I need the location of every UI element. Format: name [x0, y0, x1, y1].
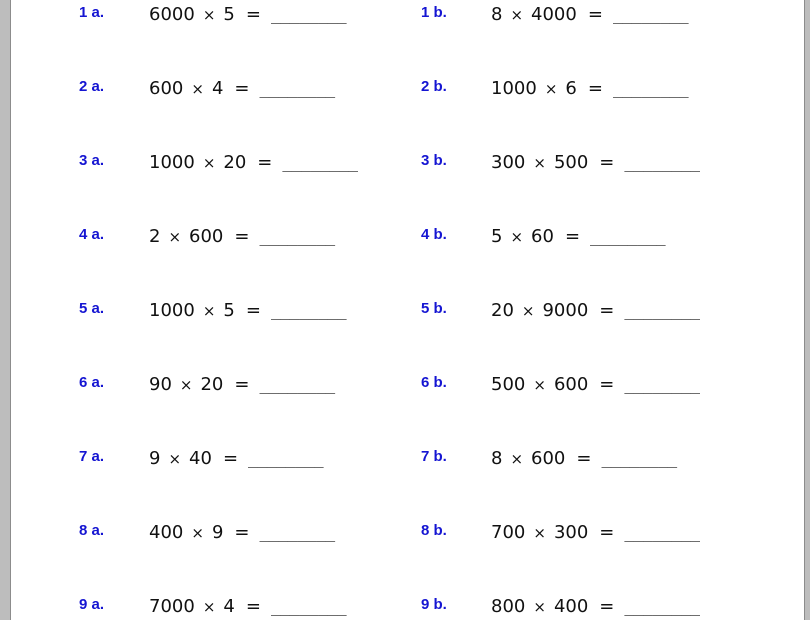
problem-expression — [491, 77, 688, 101]
factor-b: 600 — [553, 374, 589, 395]
factor-a: 600 — [149, 78, 184, 99]
problem-expression — [149, 225, 335, 249]
factor-b: 9 — [211, 522, 224, 543]
answer-blank[interactable]: ________ — [259, 375, 335, 394]
problem-expression — [149, 447, 324, 471]
answer-blank[interactable]: ________ — [624, 153, 700, 172]
problem-expression — [491, 3, 688, 27]
problem-label: 7 a. — [79, 448, 105, 465]
factor-a: 1000 — [149, 152, 195, 173]
times-sign: × — [544, 80, 558, 98]
factor-b: 5 — [223, 300, 235, 321]
problem-label: 2 b. — [421, 78, 447, 95]
answer-blank[interactable]: ________ — [259, 227, 335, 246]
answer-blank[interactable]: ________ — [248, 449, 324, 468]
factor-a: 500 — [491, 374, 526, 395]
factor-b: 4 — [223, 596, 235, 617]
problem-label: 7 b. — [421, 448, 447, 465]
equals-sign: = — [599, 374, 615, 395]
factor-b: 6 — [565, 78, 577, 99]
equals-sign: = — [599, 300, 615, 321]
factor-b: 600 — [189, 226, 224, 247]
times-sign: × — [179, 376, 193, 394]
equals-sign: = — [599, 596, 615, 617]
factor-a: 90 — [149, 374, 172, 395]
equals-sign: = — [234, 226, 250, 247]
equals-sign: = — [245, 596, 261, 617]
factor-b: 500 — [553, 152, 589, 173]
times-sign: × — [202, 302, 216, 320]
times-sign: × — [510, 450, 524, 468]
equals-sign: = — [245, 300, 261, 321]
problem-label: 6 b. — [421, 374, 447, 391]
problem-label: 6 a. — [79, 374, 105, 391]
factor-a: 300 — [491, 152, 526, 173]
factor-a: 2 — [149, 226, 161, 247]
answer-blank[interactable]: ________ — [270, 301, 347, 320]
factor-b: 4000 — [531, 4, 577, 25]
factor-a: 6000 — [149, 4, 195, 25]
times-sign: × — [168, 228, 182, 246]
factor-b: 20 — [200, 374, 224, 395]
problem-label: 1 b. — [421, 4, 447, 21]
factor-b: 9000 — [542, 300, 589, 321]
factor-a: 8 — [491, 448, 503, 469]
answer-blank[interactable]: ________ — [624, 375, 700, 394]
problem-expression — [491, 521, 700, 545]
factor-a: 5 — [491, 226, 503, 247]
factor-a: 700 — [491, 522, 526, 543]
equals-sign: = — [576, 448, 592, 469]
factor-b: 40 — [189, 448, 212, 469]
problem-label: 3 b. — [421, 152, 447, 169]
times-sign: × — [191, 524, 204, 542]
answer-blank[interactable]: ________ — [259, 523, 335, 542]
factor-b: 60 — [531, 226, 554, 247]
answer-blank[interactable]: ________ — [282, 153, 358, 172]
answer-blank[interactable]: ________ — [270, 5, 347, 24]
problem-label: 9 b. — [421, 596, 447, 613]
factor-b: 4 — [211, 78, 224, 99]
problem-expression — [149, 373, 335, 397]
factor-b: 300 — [553, 522, 589, 543]
problem-label: 1 a. — [79, 4, 105, 21]
problem-expression — [149, 521, 335, 545]
equals-sign: = — [564, 226, 581, 247]
equals-sign: = — [587, 78, 603, 99]
times-sign: × — [521, 302, 535, 320]
times-sign: × — [533, 524, 546, 542]
answer-blank[interactable]: ________ — [590, 227, 666, 246]
times-sign: × — [202, 598, 216, 616]
equals-sign: = — [599, 152, 615, 173]
answer-blank[interactable]: ________ — [612, 79, 689, 98]
equals-sign: = — [587, 4, 603, 25]
equals-sign: = — [234, 78, 250, 99]
times-sign: × — [191, 80, 204, 98]
times-sign: × — [533, 154, 546, 172]
problem-label: 2 a. — [79, 78, 105, 95]
equals-sign: = — [599, 522, 615, 543]
factor-a: 9 — [149, 448, 161, 469]
problem-label: 8 a. — [79, 522, 105, 539]
times-sign: × — [533, 376, 546, 394]
times-sign: × — [168, 450, 182, 468]
problem-label: 3 a. — [79, 152, 105, 169]
problem-expression — [491, 447, 677, 471]
problem-label: 5 a. — [79, 300, 105, 317]
factor-a: 7000 — [149, 596, 195, 617]
factor-b: 600 — [531, 448, 566, 469]
problem-label: 4 a. — [79, 226, 105, 243]
problem-expression — [491, 373, 700, 397]
factor-a: 800 — [491, 596, 526, 617]
answer-blank[interactable]: ________ — [624, 523, 700, 542]
factor-a: 400 — [149, 522, 184, 543]
problem-label: 4 b. — [421, 226, 447, 243]
answer-blank[interactable]: ________ — [624, 301, 700, 320]
worksheet-page — [10, 0, 805, 620]
answer-blank[interactable]: ________ — [601, 449, 677, 468]
equals-sign: = — [234, 374, 250, 395]
problem-expression — [149, 77, 335, 101]
factor-a: 8 — [491, 4, 503, 25]
factor-a: 20 — [491, 300, 514, 321]
answer-blank[interactable]: ________ — [259, 79, 335, 98]
problem-expression — [491, 225, 666, 249]
answer-blank[interactable]: ________ — [270, 597, 347, 616]
answer-blank[interactable]: ________ — [624, 597, 700, 616]
problem-expression — [491, 299, 700, 323]
factor-b: 5 — [223, 4, 235, 25]
factor-a: 1000 — [491, 78, 537, 99]
problem-expression — [149, 151, 358, 175]
problem-expression — [491, 595, 700, 619]
problem-label: 5 b. — [421, 300, 447, 317]
times-sign: × — [202, 6, 216, 24]
problem-expression — [149, 299, 346, 323]
problem-expression — [149, 595, 346, 619]
times-sign: × — [533, 598, 546, 616]
equals-sign: = — [257, 152, 273, 173]
problem-expression — [149, 3, 346, 27]
times-sign: × — [202, 154, 216, 172]
answer-blank[interactable]: ________ — [612, 5, 689, 24]
times-sign: × — [510, 228, 524, 246]
equals-sign: = — [234, 522, 250, 543]
factor-b: 20 — [223, 152, 247, 173]
equals-sign: = — [222, 448, 239, 469]
equals-sign: = — [245, 4, 261, 25]
times-sign: × — [510, 6, 524, 24]
factor-a: 1000 — [149, 300, 195, 321]
problem-expression — [491, 151, 700, 175]
factor-b: 400 — [553, 596, 589, 617]
problem-label: 9 a. — [79, 596, 105, 613]
problem-label: 8 b. — [421, 522, 447, 539]
